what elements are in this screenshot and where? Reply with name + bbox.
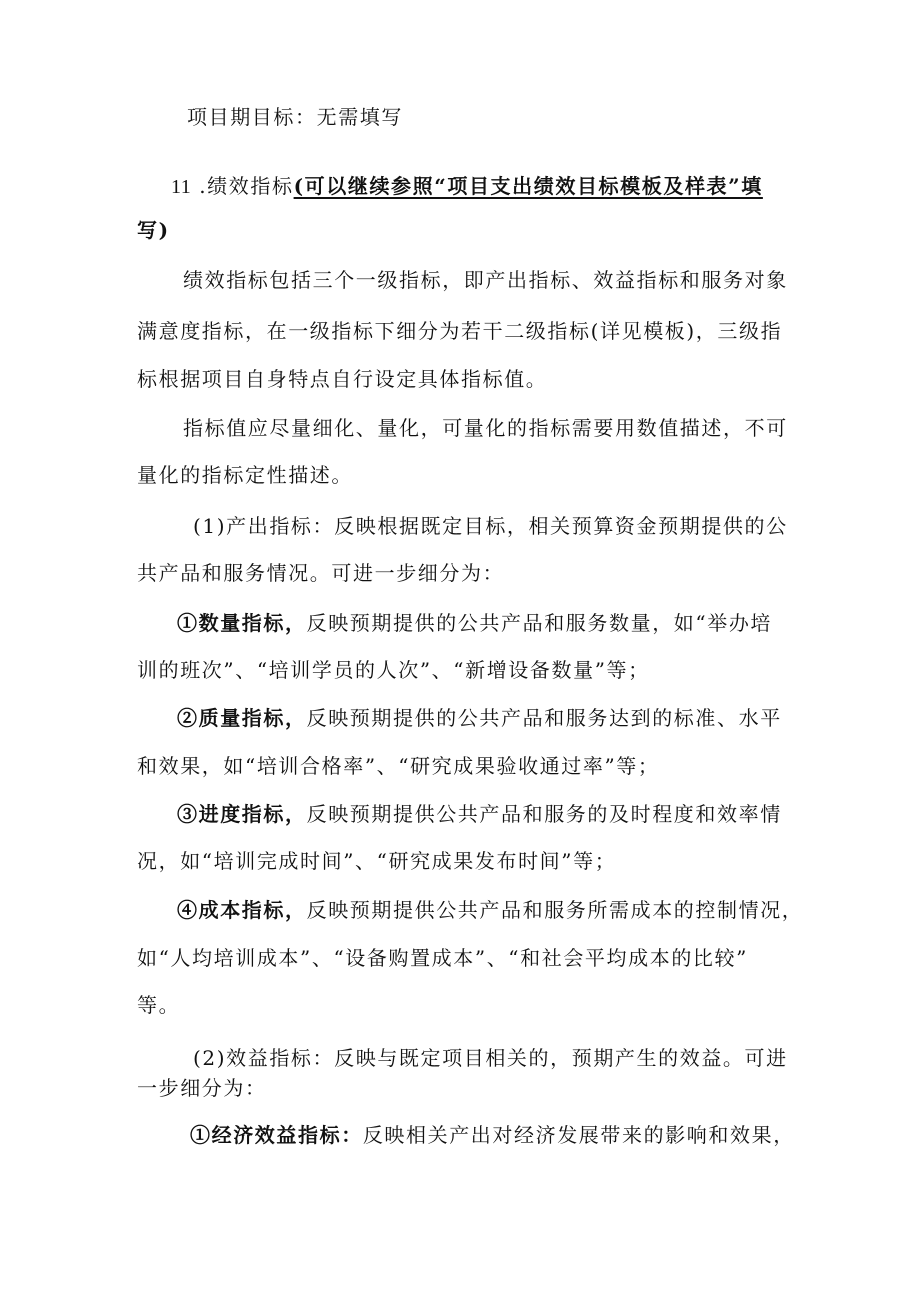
item-cost-indicator-line2 [0, 943, 920, 973]
text: 项目期目标：无需填写 [187, 105, 403, 129]
item-text: 反映预期提供的公共产品和服务达到的标准、水平 [306, 706, 782, 730]
item-text: 反映预期提供公共产品和服务所需成本的控制情况， [306, 898, 804, 922]
heading-continuation [0, 215, 920, 245]
item-title: ②质量指标， [177, 706, 307, 730]
paragraph-output-indicators-line1 [0, 511, 920, 541]
text: 一步细分为： [137, 1076, 267, 1100]
item-text: 反映相关产出对经济发展带来的影响和效果， [362, 1123, 795, 1147]
text: 如“人均培训成本”、“设备购置成本”、“和社会平均成本的比较” [137, 946, 748, 970]
heading-number: 11 [171, 176, 192, 198]
item-quality-indicator-line1 [0, 703, 920, 733]
item-quality-indicator-line2 [0, 751, 920, 781]
item-progress-indicator-line1 [0, 799, 920, 829]
heading-note-underlined: (可以继续参照“项目支出绩效目标模板及样表”填 [293, 174, 763, 198]
paragraph-quantify-line1 [0, 413, 920, 443]
text: (1)产出指标：反映根据既定目标，相关预算资金预期提供的公 [193, 514, 788, 538]
text: (2)效益指标：反映与既定项目相关的，预期产生的效益。可进 [193, 1046, 788, 1070]
item-title: ③进度指标， [177, 802, 307, 826]
text: 和效果，如“培训合格率”、“研究成果验收通过率”等； [137, 754, 660, 778]
item-cost-indicator-line1 [0, 895, 920, 925]
text: 共产品和服务情况。可进一步细分为： [137, 561, 505, 585]
paragraph-indicator-intro-line1 [0, 265, 920, 295]
item-title: ①数量指标， [177, 611, 307, 635]
text: 指标值应尽量细化、量化，可量化的指标需要用数值描述，不可 [183, 416, 788, 440]
heading-performance-indicators [0, 171, 920, 202]
paragraph-output-indicators-line2 [0, 558, 920, 588]
item-quantity-indicator-line2 [0, 655, 920, 685]
paragraph-benefit-indicators-line2 [0, 1073, 920, 1103]
item-quantity-indicator-line1 [0, 608, 920, 638]
item-text: 反映预期提供的公共产品和服务数量，如“举办培 [306, 611, 773, 635]
paragraph-indicator-intro-line3 [0, 364, 920, 394]
item-text: 反映预期提供公共产品和服务的及时程度和效率情 [306, 802, 782, 826]
paragraph-indicator-intro-line2 [0, 316, 920, 346]
paragraph-benefit-indicators-line1 [0, 1043, 920, 1073]
paragraph-project-period-goal [0, 102, 920, 132]
text: 量化的指标定性描述。 [137, 463, 353, 487]
paragraph-quantify-line2 [0, 460, 920, 490]
text: 等。 [137, 993, 181, 1017]
text: 绩效指标包括三个一级指标，即产出指标、效益指标和服务对象 [183, 268, 788, 292]
text: 写) [137, 218, 170, 242]
item-economic-benefit-indicator-line1 [0, 1120, 920, 1150]
text: 满意度指标，在一级指标下细分为若干二级指标(详见模板)，三级指 [137, 319, 783, 343]
heading-label: .绩效指标 [191, 174, 294, 198]
text: 况，如“培训完成时间”、“研究成果发布时间”等； [137, 849, 617, 873]
text: 标根据项目自身特点自行设定具体指标值。 [137, 367, 548, 391]
item-title: ①经济效益指标： [190, 1123, 363, 1147]
item-cost-indicator-line3 [0, 990, 920, 1020]
text: 训的班次”、“培训学员的人次”、“新增设备数量”等； [137, 658, 650, 682]
item-title: ④成本指标， [177, 898, 307, 922]
item-progress-indicator-line2 [0, 846, 920, 876]
